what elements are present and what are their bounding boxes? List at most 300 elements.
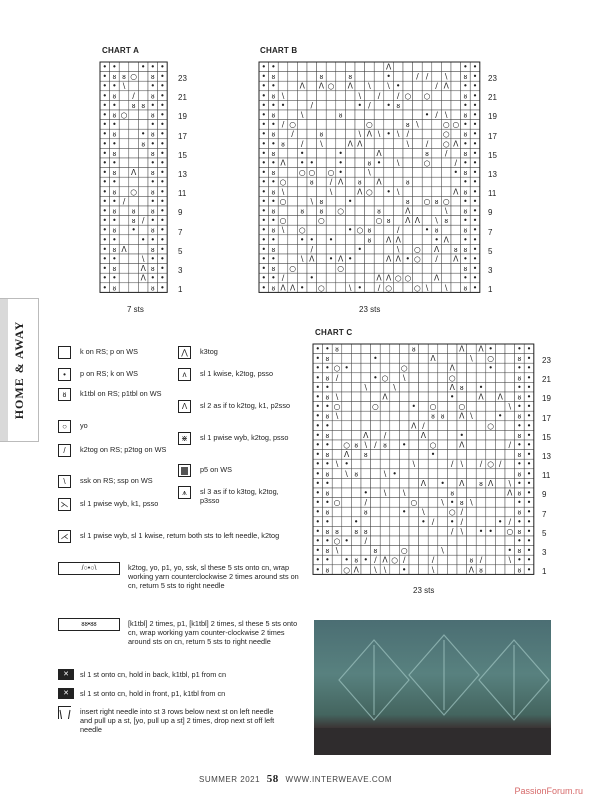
chart-cell <box>351 363 361 373</box>
chart-cell <box>345 110 355 120</box>
chart-b-grid <box>259 62 482 295</box>
row-number: 17 <box>488 131 497 141</box>
chart-cell <box>393 264 403 274</box>
chart-cell <box>374 139 384 149</box>
chart-symbol: Λ <box>318 81 325 91</box>
chart-symbol: ᴕ <box>358 177 362 187</box>
chart-cell <box>365 91 375 101</box>
chart-symbol: ○ <box>356 225 364 235</box>
chart-cell <box>438 344 448 354</box>
chart-cell <box>119 120 129 130</box>
chart-cell <box>413 235 423 245</box>
chart-cell <box>447 565 457 575</box>
chart-symbol: • <box>347 225 353 235</box>
chart-symbol: / <box>431 555 435 565</box>
chart-cell <box>336 283 346 293</box>
chart-symbol: ᴕ <box>325 392 330 402</box>
chart-symbol: • <box>102 283 108 293</box>
chart-cell <box>486 546 496 556</box>
chart-symbol: ○ <box>337 264 344 274</box>
chart-cell <box>288 254 298 264</box>
chart-symbol: • <box>261 196 267 206</box>
chart-cell <box>409 546 419 556</box>
chart-cell <box>380 382 390 392</box>
chart-cell <box>332 440 342 450</box>
chart-cell <box>371 363 381 373</box>
chart-symbol: • <box>315 363 321 373</box>
chart-cell <box>365 139 375 149</box>
chart-cell <box>326 244 336 254</box>
chart-cell <box>399 536 409 546</box>
chart-symbol: Λ <box>366 129 373 139</box>
chart-symbol: ○ <box>404 91 412 101</box>
chart-symbol: ᴕ <box>377 206 381 216</box>
sweater-lace-pattern-image <box>314 620 551 755</box>
chart-cell <box>119 206 129 216</box>
chart-cell <box>467 430 477 440</box>
chart-symbol: ᴕ <box>281 139 285 149</box>
chart-cell <box>307 81 317 91</box>
chart-cell <box>351 488 361 498</box>
chart-cell <box>476 440 486 450</box>
chart-symbol: Λ <box>376 273 382 283</box>
chart-symbol: • <box>315 430 321 440</box>
chart-cell <box>505 421 515 431</box>
chart-cell <box>138 283 148 293</box>
chart-symbol: \ <box>122 81 126 91</box>
chart-cell <box>336 91 346 101</box>
chart-cell <box>422 100 432 110</box>
chart-symbol: ᴕ <box>354 469 358 479</box>
chart-symbol: / <box>402 555 406 565</box>
chart-cell <box>476 421 486 431</box>
chart-symbol: ᴕ <box>151 129 155 139</box>
chart-symbol: ○ <box>404 273 412 283</box>
chart-symbol: ᴕ <box>434 196 439 206</box>
chart-symbol: ○ <box>289 264 296 274</box>
chart-cell <box>119 264 129 274</box>
chart-cell <box>428 536 438 546</box>
chart-cell <box>432 139 442 149</box>
chart-cell <box>361 402 371 412</box>
chart-symbol: ᴕ <box>406 120 410 130</box>
chart-symbol: • <box>261 168 267 178</box>
chart-cell <box>371 526 381 536</box>
chart-cell <box>441 254 451 264</box>
chart-cell <box>399 450 409 460</box>
chart-symbol: • <box>140 129 146 139</box>
chart-cell <box>447 450 457 460</box>
chart-cell <box>438 459 448 469</box>
chart-symbol: • <box>517 382 522 392</box>
chart-symbol: ᴕ <box>335 344 339 354</box>
chart-symbol: • <box>271 81 276 91</box>
chart-cell <box>351 498 361 508</box>
chart-cell <box>467 363 477 373</box>
chart-symbol: ᴕ <box>112 187 117 197</box>
chart-cell <box>317 235 327 245</box>
chart-symbol: • <box>325 459 330 469</box>
chart-cell <box>432 206 442 216</box>
chart-cell <box>441 62 451 72</box>
chart-cell <box>351 421 361 431</box>
chart-symbol: ○ <box>298 225 306 235</box>
chart-cell <box>297 91 307 101</box>
chart-cell <box>457 469 467 479</box>
row-number: 21 <box>178 93 187 103</box>
chart-cell <box>486 392 496 402</box>
chart-symbol: ○ <box>487 459 494 469</box>
chart-symbol: ᴕ <box>271 72 276 82</box>
chart-symbol: • <box>401 507 407 517</box>
watermark: PassionForum.ru <box>514 786 583 796</box>
chart-cell <box>451 216 461 226</box>
chart-cell <box>390 459 400 469</box>
chart-cell <box>342 507 352 517</box>
chart-cell <box>505 507 515 517</box>
chart-symbol: • <box>392 469 397 479</box>
chart-symbol: • <box>299 148 305 158</box>
chart-symbol: • <box>472 120 478 130</box>
chart-cell <box>441 225 451 235</box>
chart-symbol: Λ <box>121 244 127 254</box>
chart-symbol: • <box>102 129 108 139</box>
row-number: 1 <box>488 285 493 295</box>
row-number: 1 <box>178 285 183 295</box>
chart-cell <box>413 110 423 120</box>
chart-symbol: • <box>271 120 276 130</box>
chart-symbol: • <box>526 392 532 402</box>
chart-symbol: • <box>112 196 117 206</box>
chart-symbol: ᴕ <box>463 225 468 235</box>
chart-symbol: • <box>526 382 532 392</box>
ssk-symbol: \ <box>58 475 71 488</box>
chart-cell <box>409 488 419 498</box>
chart-cell <box>355 168 365 178</box>
chart-symbol: Λ <box>140 264 146 274</box>
chart-cell <box>380 344 390 354</box>
chart-cell <box>432 177 442 187</box>
chart-cell <box>432 72 442 82</box>
chart-symbol: • <box>488 363 493 373</box>
chart-symbol: ᴕ <box>412 344 416 354</box>
chart-cell <box>476 507 486 517</box>
chart-symbol: • <box>315 354 321 364</box>
chart-symbol: Λ <box>140 273 146 283</box>
chart-cell <box>365 283 375 293</box>
chart-cell <box>374 168 384 178</box>
chart-cell <box>288 235 298 245</box>
chart-cell <box>432 168 442 178</box>
chart-cell <box>399 469 409 479</box>
chart-cell <box>505 382 515 392</box>
chart-symbol: ᴕ <box>517 450 522 460</box>
chart-symbol: • <box>526 498 532 508</box>
chart-symbol: / <box>374 440 377 450</box>
chart-symbol: ᴕ <box>425 148 429 158</box>
chart-symbol: • <box>526 354 532 364</box>
chart-cell <box>403 158 413 168</box>
chart-cell <box>326 139 336 149</box>
chart-symbol: \ <box>377 129 381 139</box>
chart-cell <box>422 244 432 254</box>
chart-symbol: • <box>160 148 165 158</box>
chart-cell <box>393 62 403 72</box>
chart-symbol: \ <box>396 244 400 254</box>
chart-symbol: Λ <box>468 565 475 575</box>
chart-symbol: • <box>112 62 117 72</box>
chart-cell <box>119 139 129 149</box>
chart-symbol: • <box>463 235 468 245</box>
chart-symbol: / <box>498 459 502 469</box>
chart-cell <box>403 283 413 293</box>
chart-symbol: \ <box>444 206 448 216</box>
chart-cell <box>297 187 307 197</box>
chart-cell <box>345 264 355 274</box>
chart-symbol: • <box>309 235 315 245</box>
chart-cell <box>345 168 355 178</box>
chart-cell <box>371 382 381 392</box>
chart-symbol: / <box>396 91 400 101</box>
chart-cell <box>336 62 346 72</box>
chart-cell <box>326 148 336 158</box>
chart-cell <box>467 344 477 354</box>
chart-cell <box>129 158 139 168</box>
chart-symbol: ᴕ <box>325 526 330 536</box>
chart-symbol: / <box>444 148 448 158</box>
chart-cell <box>422 81 432 91</box>
chart-symbol: • <box>424 225 430 235</box>
chart-symbol: / <box>374 555 377 565</box>
chart-cell <box>129 264 139 274</box>
chart-symbol: Λ <box>395 254 401 264</box>
chart-cell <box>326 206 336 216</box>
chart-symbol: • <box>299 158 305 168</box>
chart-cell <box>129 273 139 283</box>
chart-symbol: • <box>472 72 478 82</box>
chart-cell <box>390 517 400 527</box>
chart-cell <box>495 555 505 565</box>
chart-cell <box>129 283 139 293</box>
chart-symbol: • <box>315 488 321 498</box>
chart-cell <box>438 354 448 364</box>
chart-symbol: • <box>472 225 478 235</box>
chart-cell <box>297 273 307 283</box>
chart-cell <box>432 129 442 139</box>
chart-symbol: • <box>112 139 117 149</box>
chart-symbol: • <box>424 110 430 120</box>
chart-symbol: • <box>150 216 156 226</box>
chart-symbol: ○ <box>343 565 350 575</box>
chart-cell <box>345 91 355 101</box>
chart-symbol: \ <box>281 91 285 101</box>
chart-cell <box>288 158 298 168</box>
chart-cell <box>451 91 461 101</box>
chart-symbol: • <box>261 148 267 158</box>
chart-cell <box>451 235 461 245</box>
chart-cell <box>288 148 298 158</box>
chart-symbol: Λ <box>443 235 449 245</box>
chart-symbol: ᴕ <box>325 488 330 498</box>
chart-cell <box>438 392 448 402</box>
chart-symbol: • <box>472 244 478 254</box>
chart-symbol: ᴕ <box>338 110 343 120</box>
chart-cell <box>505 469 515 479</box>
chart-cell <box>467 488 477 498</box>
chart-cell <box>438 373 448 383</box>
chart-symbol: Λ <box>385 254 392 264</box>
chart-symbol: Λ <box>459 344 465 354</box>
chart-cell <box>422 216 432 226</box>
chart-symbol: ○ <box>442 129 450 139</box>
row-number: 5 <box>542 528 547 538</box>
chart-symbol: • <box>299 235 305 245</box>
chart-cell <box>288 81 298 91</box>
chart-symbol: • <box>526 555 532 565</box>
chart-cell <box>317 264 327 274</box>
chart-cell <box>403 110 413 120</box>
chart-symbol: • <box>261 100 267 110</box>
chart-symbol: ○ <box>410 498 418 508</box>
chart-symbol: ᴕ <box>131 206 136 216</box>
chart-cell <box>457 354 467 364</box>
chart-cell <box>409 555 419 565</box>
chart-c-footer: 23 sts <box>413 586 435 595</box>
chart-cell <box>438 526 448 536</box>
chart-cell <box>345 177 355 187</box>
chart-cell <box>419 354 429 364</box>
chart-symbol: ○ <box>414 244 421 254</box>
chart-cell <box>288 72 298 82</box>
chart-symbol: • <box>261 177 267 187</box>
chart-cell <box>419 555 429 565</box>
sk2p-symbol: ʌ <box>178 368 191 381</box>
chart-cell <box>326 158 336 168</box>
chart-symbol: ᴕ <box>396 100 400 110</box>
k2tog-symbol: / <box>58 444 71 457</box>
chart-symbol: ○ <box>366 120 373 130</box>
chart-symbol: • <box>315 526 321 536</box>
chart-symbol: ○ <box>337 206 344 216</box>
chart-cell <box>345 62 355 72</box>
chart-symbol: ○ <box>327 81 335 91</box>
chart-cell <box>438 382 448 392</box>
chart-symbol: ᴕ <box>367 158 372 168</box>
chart-cell <box>297 264 307 274</box>
chart-cell <box>119 187 129 197</box>
chart-symbol: • <box>261 62 267 72</box>
chart-cell <box>288 244 298 254</box>
chart-cell <box>365 216 375 226</box>
chart-symbol: Λ <box>405 216 411 226</box>
chart-cell <box>326 196 336 206</box>
chart-cell <box>486 517 496 527</box>
chart-cell <box>288 196 298 206</box>
chart-cell <box>384 91 394 101</box>
chart-symbol: Λ <box>357 139 363 149</box>
chart-cell <box>409 430 419 440</box>
chart-cell <box>307 91 317 101</box>
chart-symbol: • <box>472 216 478 226</box>
chart-symbol: / <box>310 100 314 110</box>
chart-symbol: / <box>435 254 438 264</box>
chart-symbol: ᴕ <box>325 430 330 440</box>
chart-cell <box>297 62 307 72</box>
chart-symbol: • <box>357 283 363 293</box>
chart-cell <box>342 478 352 488</box>
chart-cell <box>355 273 365 283</box>
chart-cell <box>486 450 496 460</box>
chart-cell <box>326 91 336 101</box>
page-footer <box>0 773 591 785</box>
chart-symbol: ᴕ <box>325 411 330 421</box>
chart-symbol: \ <box>444 72 448 82</box>
chart-cell <box>384 177 394 187</box>
row-number: 7 <box>488 227 493 237</box>
chart-symbol: ᴕ <box>517 354 522 364</box>
chart-symbol: • <box>463 273 468 283</box>
chart-cell <box>336 81 346 91</box>
chart-cell <box>332 421 342 431</box>
chart-cell <box>495 498 505 508</box>
chart-symbol: • <box>261 81 267 91</box>
chart-symbol: / <box>281 273 285 283</box>
chart-cell <box>438 421 448 431</box>
chart-symbol: Λ <box>405 206 411 216</box>
chart-symbol: ᴕ <box>271 264 276 274</box>
chart-cell <box>409 373 419 383</box>
chart-cell <box>371 498 381 508</box>
chart-symbol: • <box>315 517 321 527</box>
chart-cell <box>374 187 384 197</box>
row-number: 21 <box>488 93 497 103</box>
chart-cell <box>495 478 505 488</box>
chart-cell <box>432 91 442 101</box>
chart-cell <box>428 478 438 488</box>
chart-cell <box>390 430 400 440</box>
chart-symbol: • <box>526 373 532 383</box>
chart-symbol: ᴕ <box>271 187 276 197</box>
chart-symbol: • <box>325 382 330 392</box>
chart-symbol: • <box>102 100 108 110</box>
chart-symbol: • <box>261 273 267 283</box>
chart-symbol: • <box>261 72 267 82</box>
chart-symbol: • <box>472 148 478 158</box>
chart-cell <box>476 517 486 527</box>
chart-cell <box>307 264 317 274</box>
chart-symbol: • <box>449 392 455 402</box>
chart-symbol: Λ <box>385 273 392 283</box>
chart-symbol: ○ <box>381 373 389 383</box>
chart-symbol: Λ <box>487 478 494 488</box>
chart-cell <box>457 546 467 556</box>
chart-cell <box>342 382 352 392</box>
chart-cell <box>138 187 148 197</box>
chart-cell <box>399 478 409 488</box>
chart-cell <box>374 254 384 264</box>
chart-cell <box>422 273 432 283</box>
chart-cell <box>336 187 346 197</box>
chart-symbol: ○ <box>429 402 437 412</box>
chart-symbol: • <box>488 344 493 354</box>
chart-symbol: ᴕ <box>151 264 155 274</box>
chart-symbol: • <box>344 363 349 373</box>
chart-cell <box>307 283 317 293</box>
chart-symbol: • <box>315 469 321 479</box>
chart-cell <box>409 440 419 450</box>
chart-symbol: ᴕ <box>112 168 117 178</box>
chart-symbol: • <box>526 546 532 556</box>
